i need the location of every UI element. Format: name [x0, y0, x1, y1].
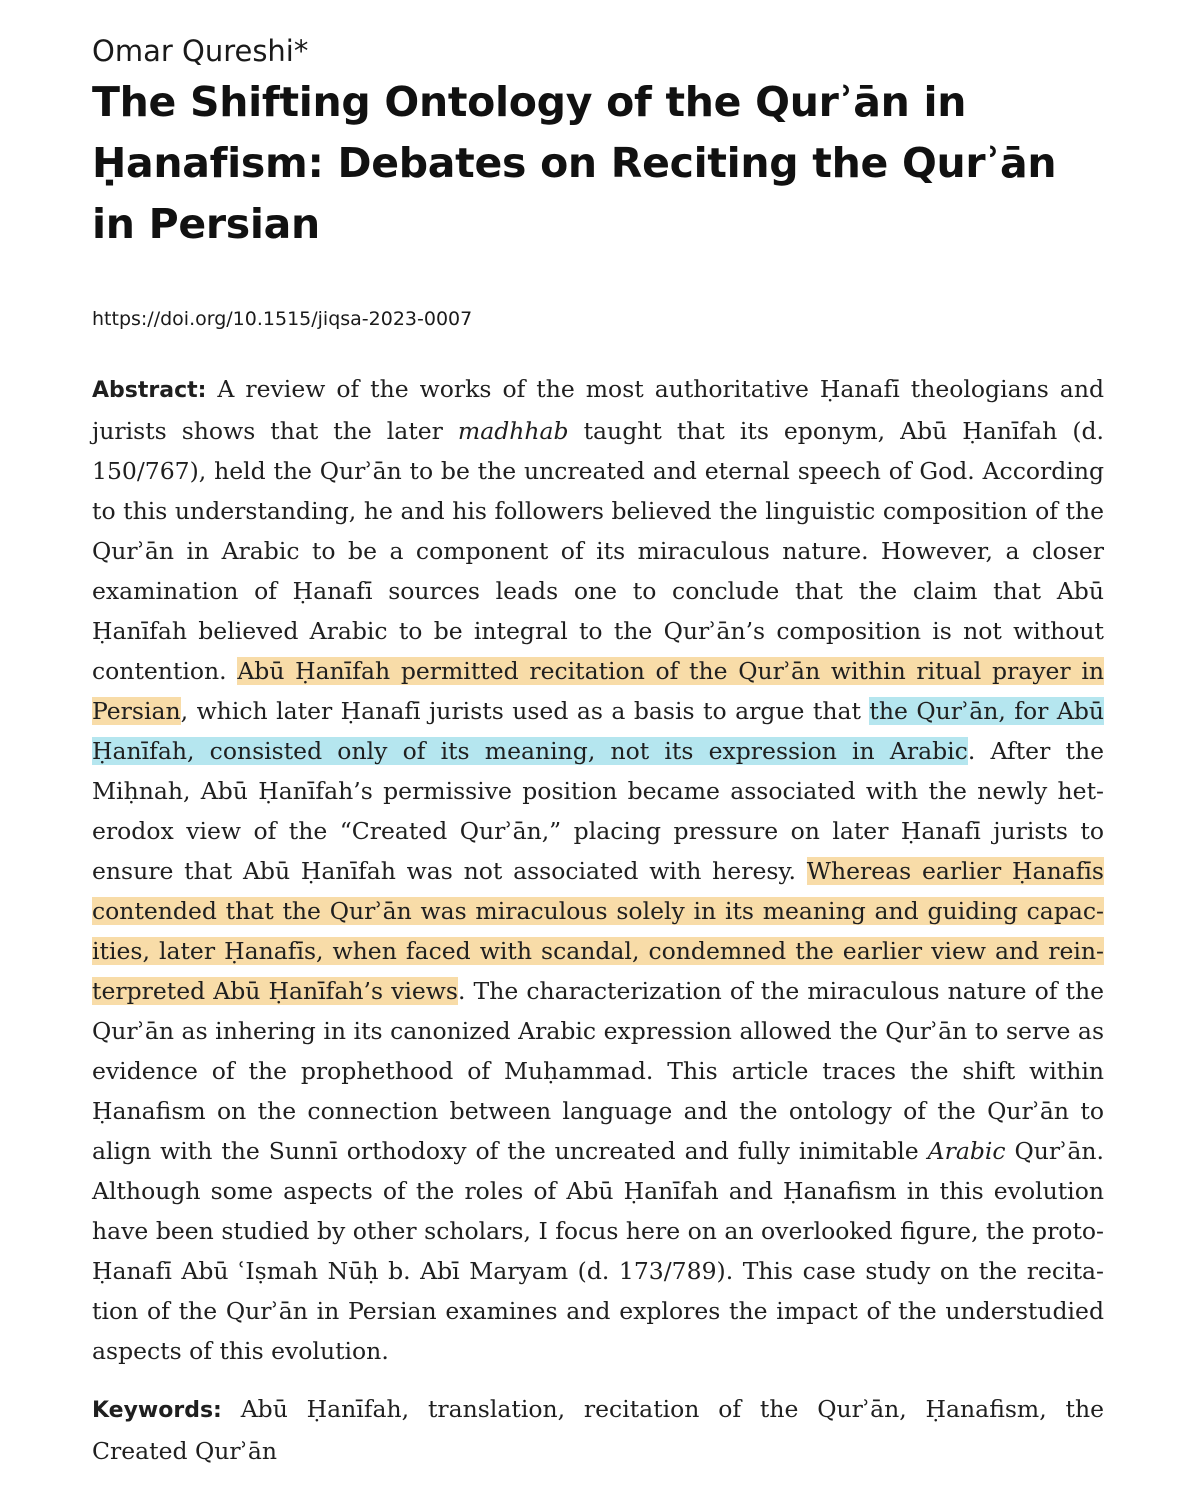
abstract-text-2: taught that its eponym, Abū Ḥanīfah (d. 150/767), held the Qurʾān to be the uncreated and eternal speech of God. According to this understanding, he and his followers believed the linguistic composition of the Qurʾān in Arabic to be a component of its miraculous nature. However, a closer examination of Ḥanafī sources leads one to conclude that the claim that Abū Ḥanīfah believed Arabic to be integral to the Qurʾān’s composition is not without contention. — [92, 417, 1104, 685]
abstract-text-4: . After the Miḥnah, Abū Ḥanīfah’s permissive position became associated with the newly heterodox view of the “Created Qurʾān,” placing pressure on later Ḥanafī jurists to ensure that Abū Ḥanīfah was not associated with heresy. — [92, 737, 1104, 885]
keywords-label: Keywords: — [92, 1398, 222, 1423]
title-line-3: in Persian — [92, 200, 320, 248]
highlight-blue-1: the Qurʾān, for Abū Ḥanīfah, consisted only of its meaning, not its expression in Arabic — [92, 697, 1105, 765]
author-name: Omar Qureshi* — [92, 34, 309, 68]
keywords-paragraph — [92, 1389, 1104, 1471]
abstract-italic-arabic: Arabic — [927, 1137, 1006, 1165]
title-line-2: Ḥanafism: Debates on Reciting the Qurʾān — [92, 139, 1057, 187]
abstract-text-6: Qurʾān. Although some aspects of the roles of Abū Ḥanīfah and Ḥanafism in this evolution have been studied by other scholars, I focus here on an overlooked figure, the proto-Ḥanafī Abū ʿIṣmah Nūḥ b. Abī Maryam (d. 173/789). This case study on the recitation of the Qurʾān in Persian examines and explores the impact of the understudied aspects of this evolution. — [92, 1137, 1105, 1365]
abstract-label: Abstract: — [92, 378, 207, 403]
doi-link[interactable]: https://doi.org/10.1515/jiqsa-2023-0007 — [92, 308, 473, 330]
keywords-text: Abū Ḥanīfah, translation, recitation of the Qurʾān, Ḥanafism, the Created Qurʾān — [92, 1395, 1104, 1465]
abstract-text-1: A review of the works of the most authoritative Ḥanafī theologians and jurists shows that the later — [92, 375, 1104, 445]
abstract-paragraph — [92, 369, 1104, 1371]
abstract-italic-madhhab: madhhab — [457, 417, 569, 445]
abstract-text-5: . The characterization of the miraculous nature of the Qurʾān as inhering in its canonized Arabic expression allowed the Qurʾān to serve as evidence of the prophethood of Muḥammad. This article traces the shift within Ḥanafism on the connection between language and the ontology of the Qurʾān to align with the Sunnī orthodoxy of the uncreated and fully inimitable — [92, 977, 1104, 1165]
title-line-1: The Shifting Ontology of the Qurʾān in — [92, 78, 967, 126]
article-title — [92, 72, 1104, 255]
highlight-orange-2: Whereas earlier Ḥanafīs contended that the Qurʾān was miraculous solely in its meaning and guiding capacities, later Ḥanafīs, when faced with scandal, condemned the earlier view and reinterpreted Abū Ḥanīfah’s views — [92, 857, 1104, 1005]
abstract-text-3: , which later Ḥanafī jurists used as a basis to argue that — [180, 697, 870, 725]
highlight-orange-1: Abū Ḥanīfah permitted recitation of the Qurʾān within ritual prayer in Persian — [92, 657, 1104, 725]
article-page — [92, 30, 1104, 1471]
